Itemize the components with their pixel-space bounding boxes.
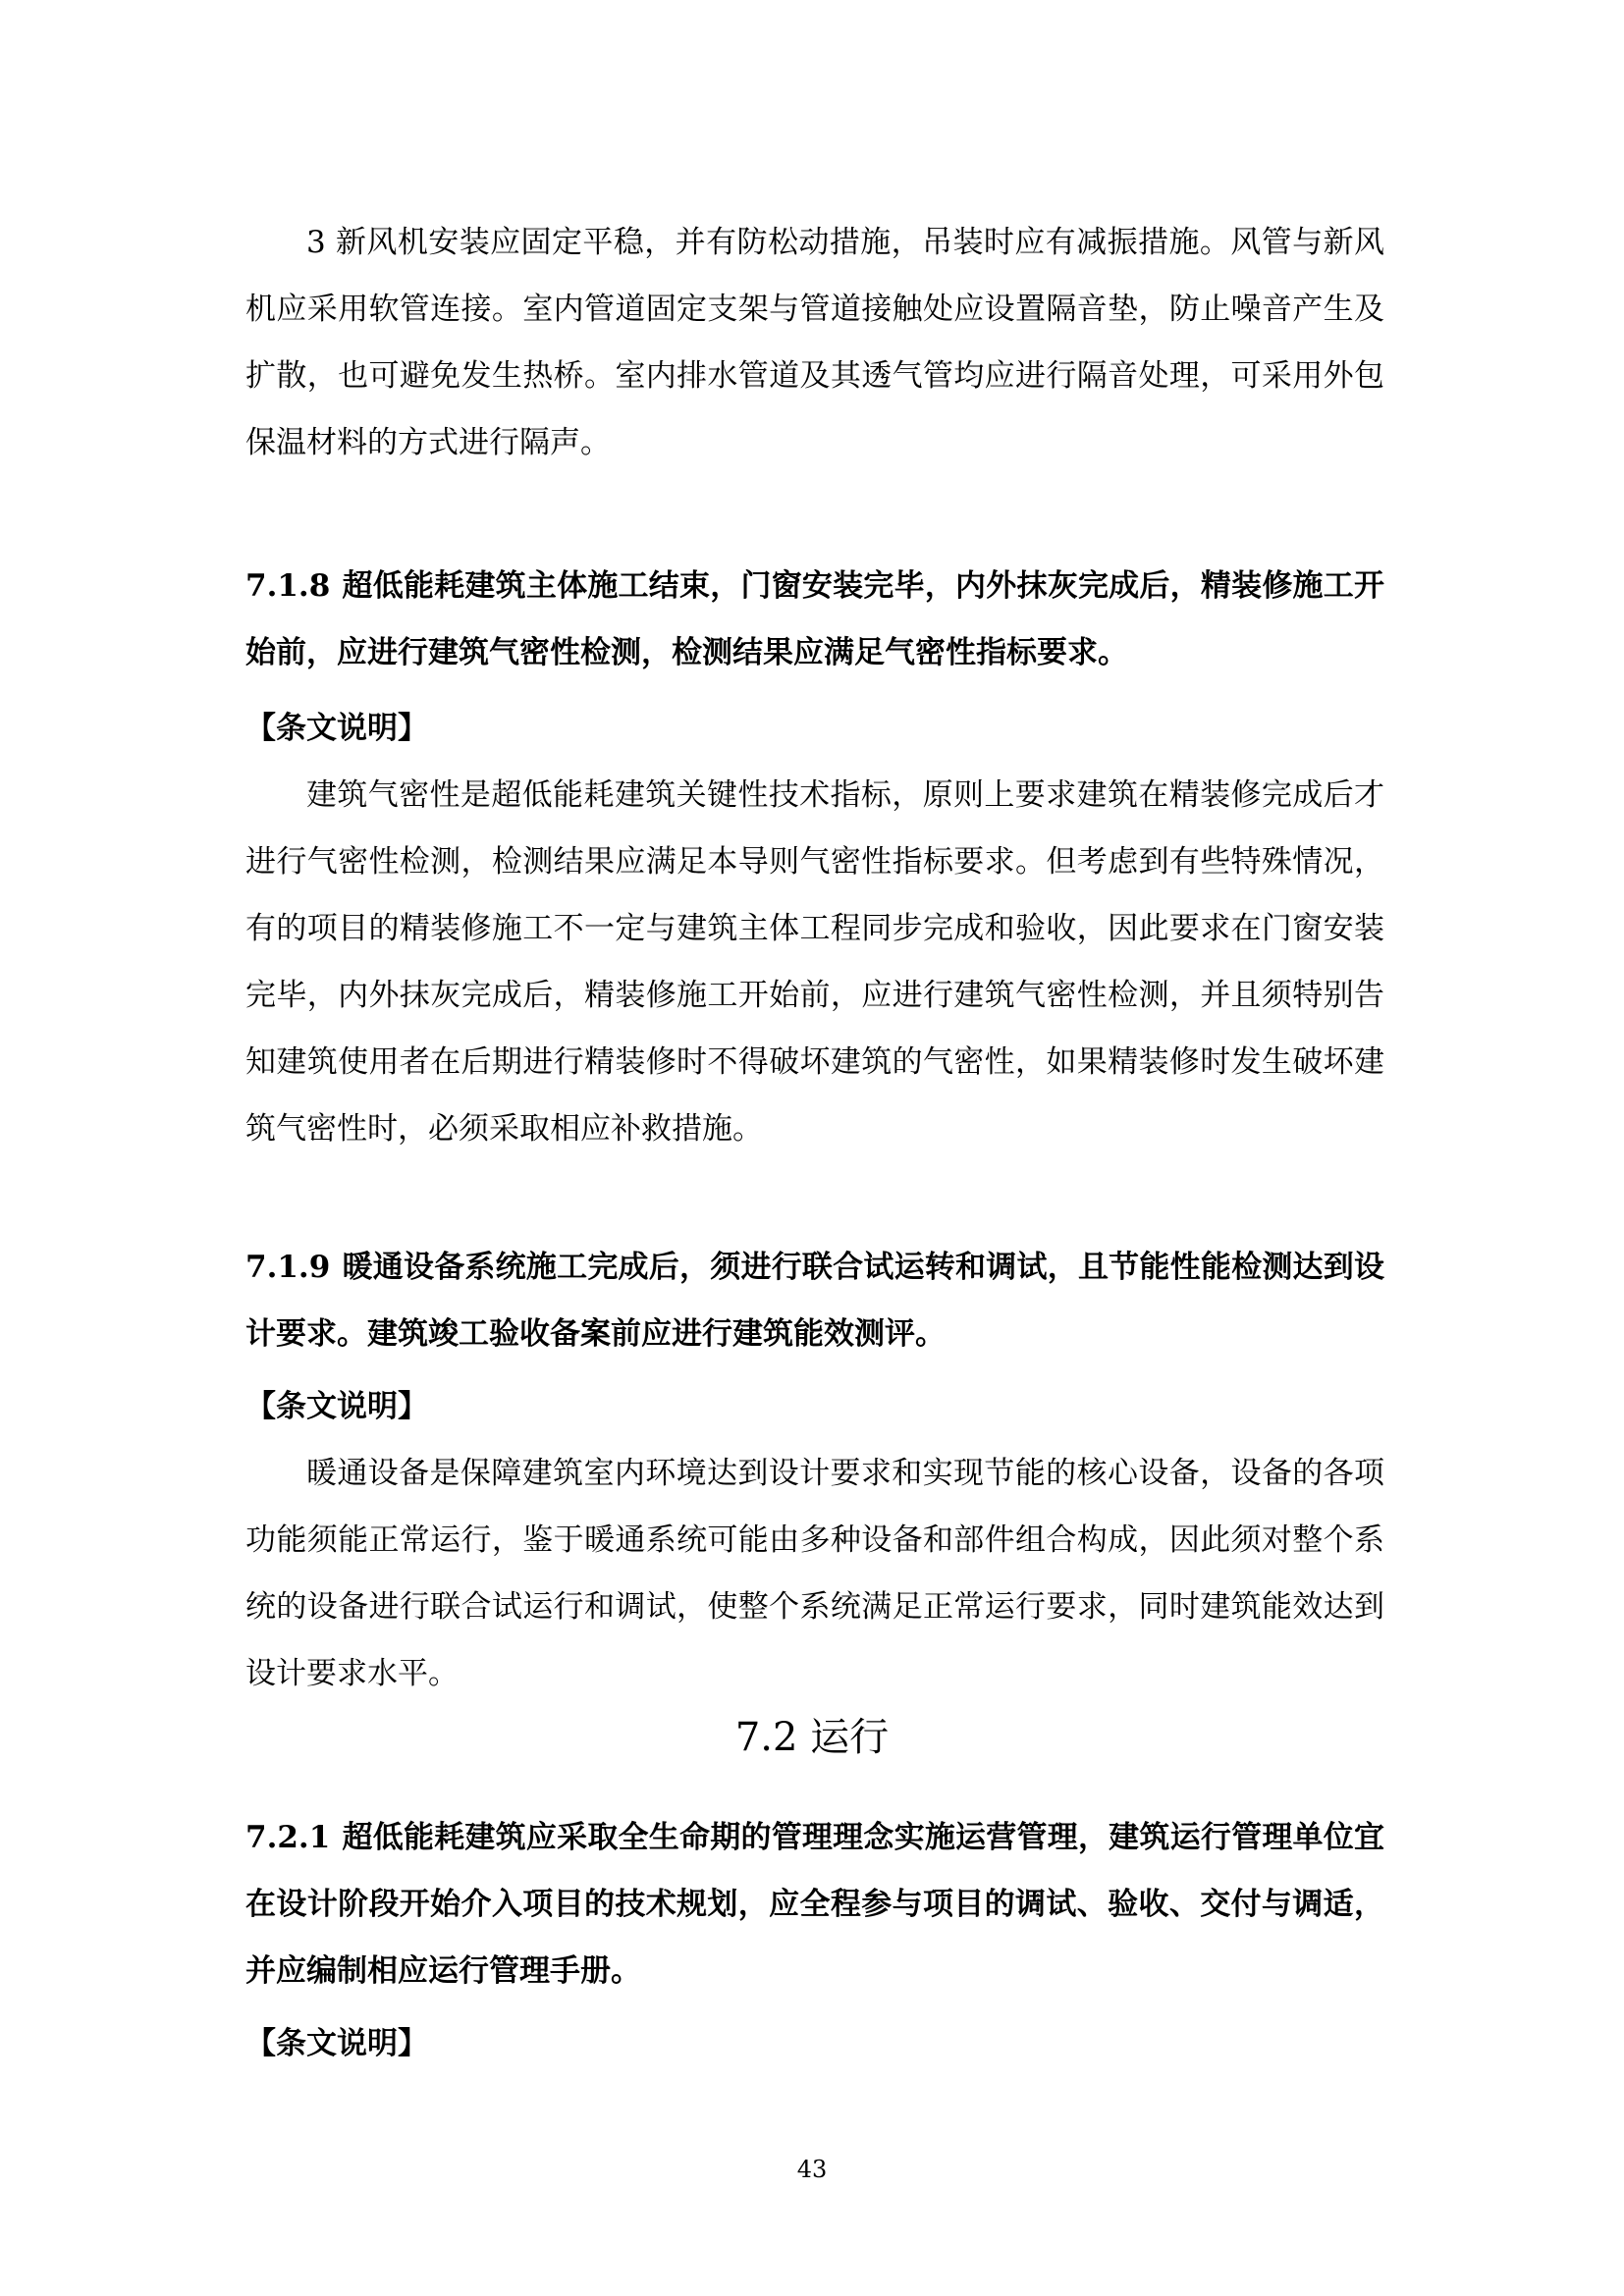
clause-heading — [245, 1234, 1384, 1367]
section-title: 7.2 运行 — [734, 1715, 890, 1760]
clause-heading — [245, 1804, 1384, 2004]
clause-number: 7.2.1 — [245, 1820, 331, 1855]
clause-text: 超低能耗建筑主体施工结束，门窗安装完毕，内外抹灰完成后，精装修施工开始前，应进行建筑气密性检测，检测结果应满足气密性指标要求。 — [245, 568, 1384, 670]
explanation-text: 建筑气密性是超低能耗建筑关键性技术指标，原则上要求建筑在精装修完成后才进行气密性检测，检测结果应满足本导则气密性指标要求。但考虑到有些特殊情况，有的项目的精装修施工不一定与建筑主体工程同步完成和验收，因此要求在门窗安装完毕，内外抹灰完成后，精装修施工开始前，应进行建筑气密性检测，并且须特别告知建筑使用者在后期进行精装修时不得破坏建筑的气密性，如果精装修时发生破坏建筑气密性时，必须采取相应补救措施。 — [245, 777, 1384, 1147]
clause-text: 超低能耗建筑应采取全生命期的管理理念实施运营管理，建筑运行管理单位宜在设计阶段开始介入项目的技术规划，应全程参与项目的调试、验收、交付与调适，并应编制相应运行管理手册。 — [245, 1820, 1384, 1989]
clause-7-2-1 — [245, 1804, 1384, 2077]
paragraph-item-3 — [245, 209, 1384, 476]
clause-text: 暖通设备系统施工完成后，须进行联合试运转和调试，且节能性能检测达到设计要求。建筑竣工验收备案前应进行建筑能效测评。 — [245, 1250, 1384, 1352]
explanation-text: 暖通设备是保障建筑室内环境达到设计要求和实现节能的核心设备，设备的各项功能须能正常运行，鉴于暖通系统可能由多种设备和部件组合构成，因此须对整个系统的设备进行联合试运行和调试，使整个系统满足正常运行要求，同时建筑能效达到设计要求水平。 — [245, 1456, 1384, 1691]
clause-7-1-8 — [245, 553, 1384, 686]
page-number: 43 — [796, 2156, 828, 2183]
clause-7-1-9 — [245, 1234, 1384, 1367]
explanation-label: 【条文说明】 — [245, 2026, 428, 2061]
clause-number: 7.1.8 — [245, 568, 331, 604]
explanation-label: 【条文说明】 — [245, 711, 428, 746]
paragraph-text: 3 新风机安装应固定平稳，并有防松动措施，吊装时应有减振措施。风管与新风机应采用软管连接。室内管道固定支架与管道接触处应设置隔音垫，防止噪音产生及扩散，也可避免发生热桥。室内排水管道及其透气管均应进行隔音处理，可采用外包保温材料的方式进行隔声。 — [245, 225, 1384, 460]
explanation-label: 【条文说明】 — [245, 1389, 428, 1424]
clause-number: 7.1.9 — [245, 1250, 331, 1285]
clause-7-1-9-explanation — [245, 1373, 1384, 1707]
clause-7-1-8-explanation — [245, 695, 1384, 1162]
clause-heading — [245, 553, 1384, 686]
